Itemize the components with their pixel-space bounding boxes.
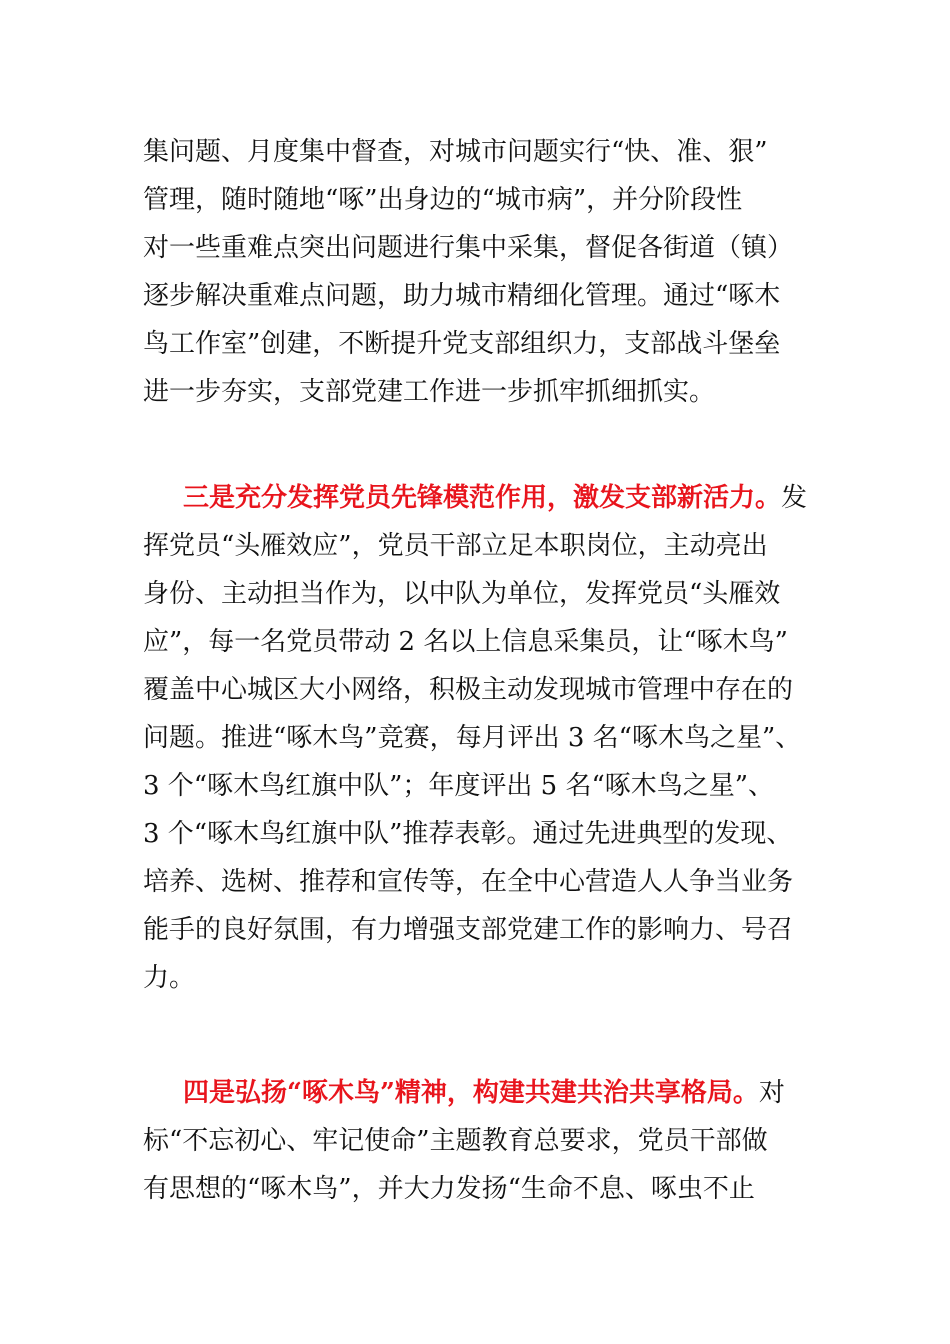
paragraph-line: 集问题、月度集中督查，对城市问题实行“快、准、狠”: [143, 137, 768, 167]
paragraph-line: 逐步解决重难点问题，助力城市精细化管理。通过“啄木: [143, 281, 781, 311]
paragraph-line: 3 个“啄木鸟红旗中队”推荐表彰。通过先进典型的发现、: [143, 819, 793, 849]
paragraph-line: 覆盖中心城区大小网络，积极主动发现城市管理中存在的: [143, 675, 794, 705]
paragraph-line: 应”，每一名党员带动 2 名以上信息采集员，让“啄木鸟”: [143, 627, 788, 657]
paragraph-line: 标“不忘初心、牢记使命”主题教育总要求，党员干部做: [143, 1126, 768, 1156]
paragraph-line: 3 个“啄木鸟红旗中队”；年度评出 5 名“啄木鸟之星”、: [143, 771, 775, 801]
paragraph-line: 挥党员“头雁效应”，党员干部立足本职岗位，主动亮出: [143, 531, 768, 561]
section-heading: 三是充分发挥党员先锋模范作用，激发支部新活力。: [183, 483, 782, 513]
paragraph-first-line: [183, 481, 807, 515]
paragraph-line: 鸟工作室”创建，不断提升党支部组织力，支部战斗堡垒: [143, 329, 781, 359]
paragraph-text: 发: [781, 483, 808, 513]
paragraph-line: 进一步夯实，支部党建工作进一步抓牢抓细抓实。: [143, 377, 716, 407]
paragraph-line: 问题。推进“啄木鸟”竞赛，每月评出 3 名“啄木鸟之星”、: [143, 723, 802, 753]
paragraph-first-line: [183, 1076, 785, 1110]
paragraph-text: 对: [758, 1078, 785, 1108]
paragraph-line: 管理，随时随地“啄”出身边的“城市病”，并分阶段性: [143, 185, 743, 215]
section-heading: 四是弘扬“啄木鸟”精神，构建共建共治共享格局。: [183, 1078, 759, 1108]
paragraph-line: 培养、选树、推荐和宣传等，在全中心营造人人争当业务: [143, 867, 794, 897]
paragraph-line: 有思想的“啄木鸟”，并大力发扬“生命不息、啄虫不止: [143, 1174, 755, 1204]
paragraph-line: 能手的良好氛围，有力增强支部党建工作的影响力、号召: [143, 915, 794, 945]
paragraph-line: 力。: [143, 963, 196, 993]
paragraph-line: 对一些重难点突出问题进行集中采集，督促各街道（镇）: [143, 233, 794, 263]
paragraph-line: 身份、主动担当作为，以中队为单位，发挥党员“头雁效: [143, 579, 781, 609]
